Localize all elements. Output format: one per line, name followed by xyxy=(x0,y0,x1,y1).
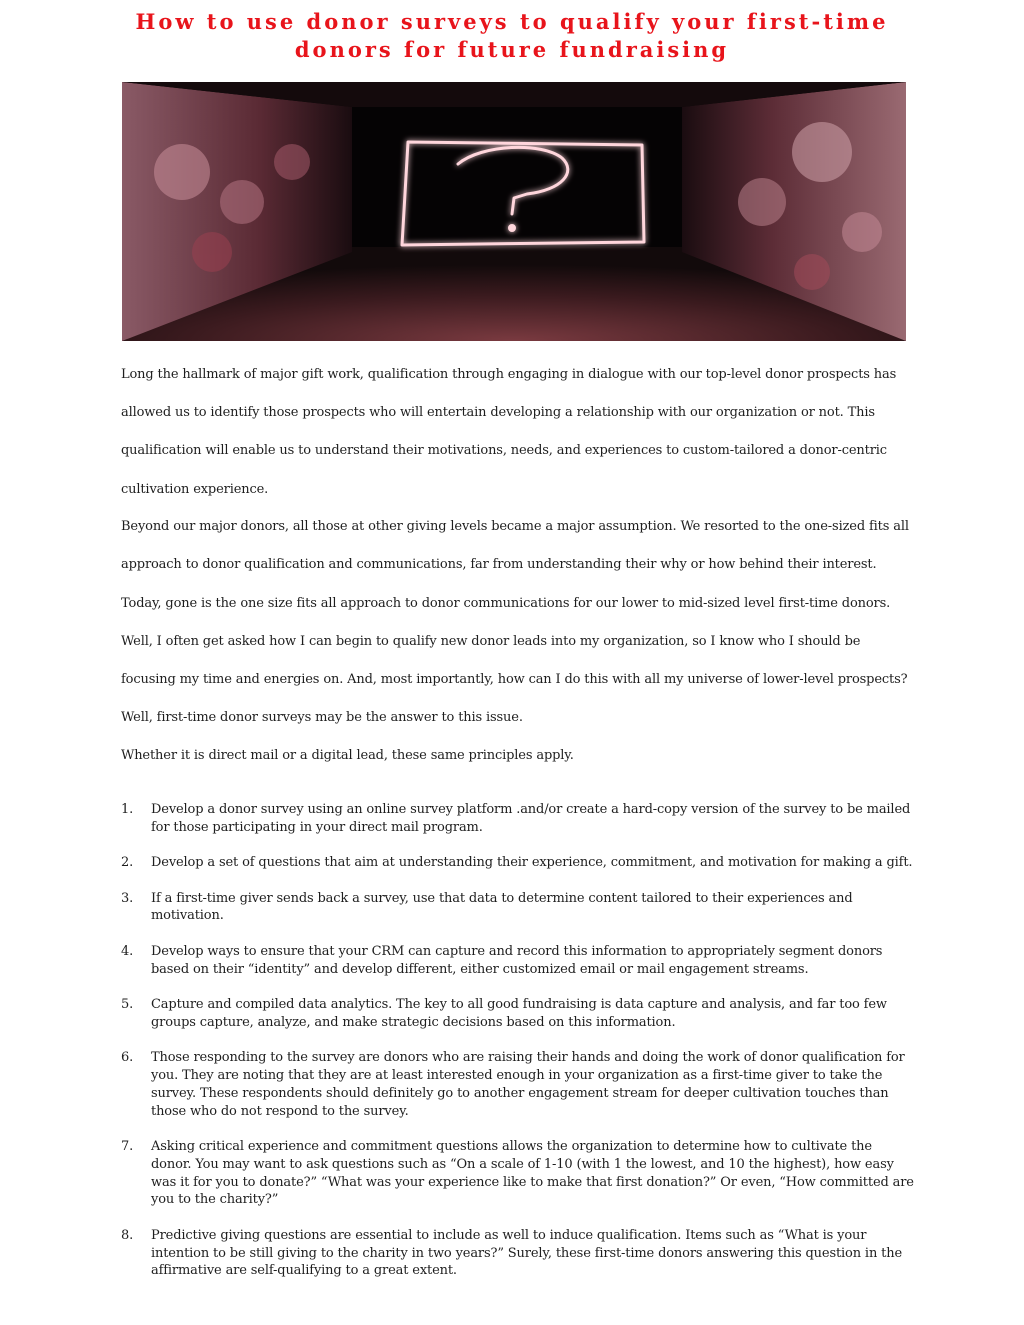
intro-paragraph-5: Well, first-time donor surveys may be the answer to this issue. xyxy=(121,710,523,725)
list-item-text: Asking critical experience and commitment questions allows the organization to determine how to cultivate the donor. You may want to ask questions such as “On a scale of 1-10 (with 1 the lowest, and 10 the highest), how easy was it for you to donate?” “What was your experience like to make that first donation?” Or even, “How committed are you to the charity?” xyxy=(151,1138,914,1208)
list-item-number: 2. xyxy=(121,855,134,871)
list-item-text: Capture and compiled data analytics. The key to all good fundraising is data capture and analysis, and far too few groups capture, analyze, and make strategic decisions based on this information. xyxy=(151,996,887,1030)
hero-image xyxy=(122,82,906,341)
list-item-text: Develop ways to ensure that your CRM can capture and record this information to appropriately segment donors based on their “identity” and develop different, either customized email or mail engagement streams. xyxy=(151,943,883,977)
list-item-number: 8. xyxy=(121,1227,134,1243)
list-item xyxy=(121,1049,916,1120)
intro-paragraph-4: Well, I often get asked how I can begin to qualify new donor leads into my organization, so I know who I should be focusing my time and energies on. And, most importantly, how can I do this with all my universe of lower-level prospects? xyxy=(121,634,908,688)
intro-paragraph-1: Long the hallmark of major gift work, qualification through engaging in dialogue with our top-level donor prospects has allowed us to identify those prospects who will entertain developing a relationship with our organization or not. This qualification will enable us to understand their motivations, needs, and experiences to custom-tailored a donor-centric cultivation experience. xyxy=(121,367,897,497)
list-item-text: Predictive giving questions are essential to include as well to induce qualification. Items such as “What is your intention to be still giving to the charity in two years?” Surely, these first-time donors answering this question in the affirmative are self-qualifying to a great extent. xyxy=(151,1227,902,1279)
steps-list xyxy=(121,801,916,1298)
list-item-number: 3. xyxy=(121,890,134,906)
list-item-number: 6. xyxy=(121,1050,134,1066)
list-item xyxy=(121,943,916,979)
page-title: How to use donor surveys to qualify your first-time donors for future fundraising xyxy=(135,9,889,62)
list-item xyxy=(121,854,916,872)
list-item-text: Develop a donor survey using an online survey platform .and/or create a hard-copy version of the survey to be mailed for those participating in your direct mail program. xyxy=(151,802,911,835)
list-item-number: 4. xyxy=(121,943,134,959)
intro-paragraph-3: Today, gone is the one size fits all approach to donor communications for our lower to mid-sized level first-time donors. xyxy=(121,596,891,611)
list-item xyxy=(121,890,916,926)
intro-paragraph-2: Beyond our major donors, all those at other giving levels became a major assumption. We resorted to the one-sized fits all approach to donor qualification and communications, far from understanding their why or how behind their interest. xyxy=(121,519,909,573)
intro-paragraph-6: Whether it is direct mail or a digital lead, these same principles apply. xyxy=(121,748,574,763)
list-item-number: 5. xyxy=(121,996,134,1012)
list-item-text: Develop a set of questions that aim at understanding their experience, commitment, and motivation for making a gift. xyxy=(151,855,913,871)
list-item xyxy=(121,1227,916,1280)
list-item xyxy=(121,801,916,837)
list-item-text: Those responding to the survey are donors who are raising their hands and doing the work of donor qualification for you. They are noting that they are at least interested enough in your organization as a first-time giver to take the survey. These respondents should definitely go to another engagement stream for deeper cultivation touches than those who do not respond to the survey. xyxy=(151,1050,905,1119)
list-item xyxy=(121,1138,916,1209)
list-item xyxy=(121,996,916,1032)
list-item-number: 7. xyxy=(121,1138,134,1154)
list-item-text: If a first-time giver sends back a survey, use that data to determine content tailored to their experiences and motivation. xyxy=(151,890,853,924)
list-item-number: 1. xyxy=(121,802,134,817)
